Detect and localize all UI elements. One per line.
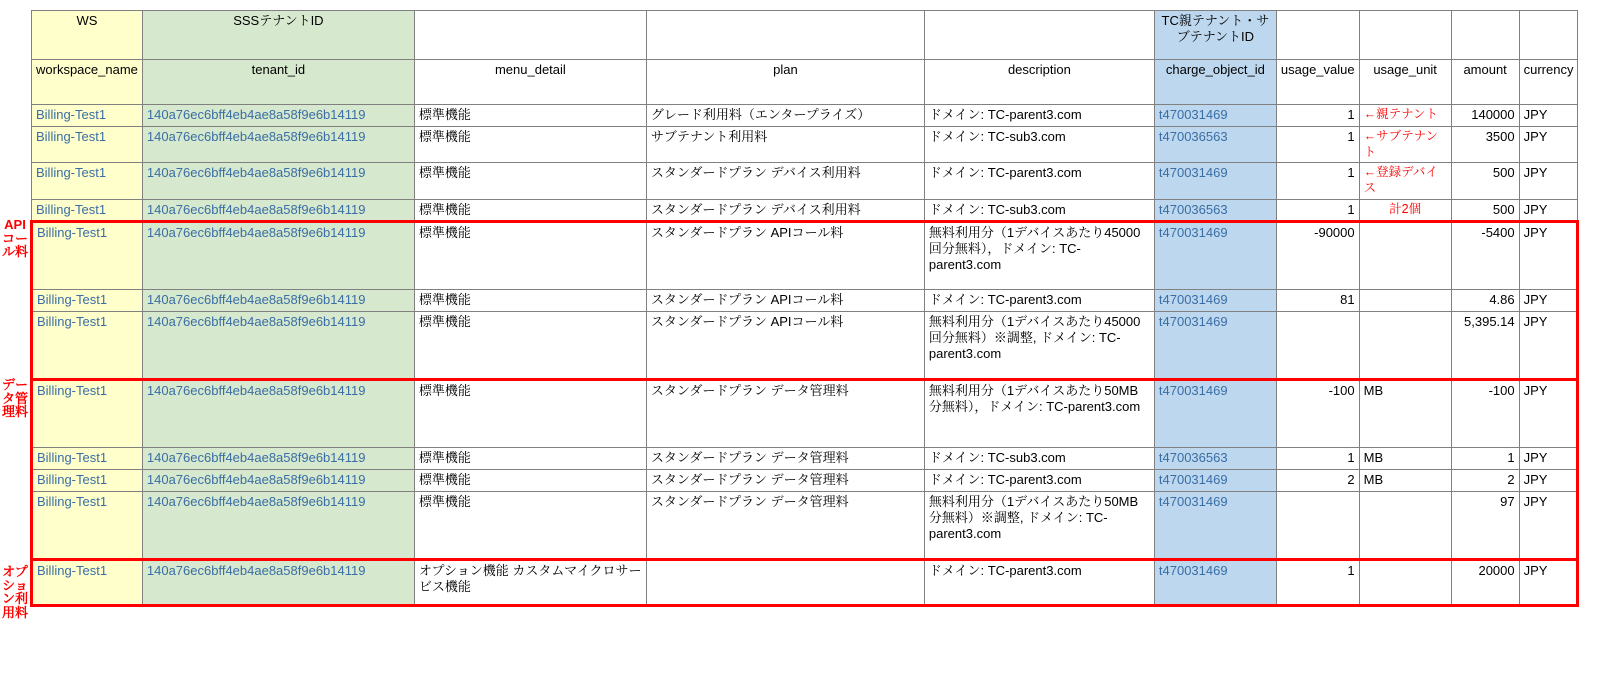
cell-workspace-name: Billing-Test1	[32, 105, 143, 127]
cell-charge-object-id: t470031469	[1154, 469, 1276, 491]
cell-plan: スタンダードプラン データ管理料	[646, 447, 924, 469]
cell-description: 無料利用分（1デバイスあたり50MB分無料）※調整, ドメイン: TC-parent3.com	[924, 491, 1154, 559]
cell-tenant-id: 140a76ec6bff4eb4ae8a58f9e6b14119	[142, 199, 414, 221]
cell-workspace-name: Billing-Test1	[32, 469, 143, 491]
group-label-api-call-fee: APIコール料	[2, 217, 29, 260]
header-tenant-id: tenant_id	[142, 60, 414, 105]
cell-description: ドメイン: TC-parent3.com	[924, 559, 1154, 605]
cell-plan: スタンダードプラン デバイス利用料	[646, 199, 924, 221]
cell-amount: 97	[1451, 491, 1519, 559]
cell-description: ドメイン: TC-parent3.com	[924, 469, 1154, 491]
cell-plan	[646, 559, 924, 605]
cell-currency: JPY	[1519, 379, 1578, 447]
cell-charge-object-id: t470031469	[1154, 289, 1276, 311]
header-usage-unit: usage_unit	[1359, 60, 1451, 105]
header-usage-value: usage_value	[1276, 60, 1359, 105]
cell-amount: 140000	[1451, 105, 1519, 127]
cell-usage-value: 1	[1276, 199, 1359, 221]
table-row	[32, 221, 1578, 289]
cell-usage-unit: MB	[1359, 469, 1451, 491]
table-row	[32, 289, 1578, 311]
table-row	[32, 199, 1578, 221]
cell-amount: 2	[1451, 469, 1519, 491]
cell-currency: JPY	[1519, 163, 1578, 199]
cell-workspace-name: Billing-Test1	[32, 447, 143, 469]
cell-usage-value: -90000	[1276, 221, 1359, 289]
header-charge-object-id: charge_object_id	[1154, 60, 1276, 105]
cell-plan: スタンダードプラン APIコール料	[646, 289, 924, 311]
header-tc-tenant-id: TC親テナント・サブテナントID	[1154, 11, 1276, 60]
cell-tenant-id: 140a76ec6bff4eb4ae8a58f9e6b14119	[142, 163, 414, 199]
cell-tenant-id: 140a76ec6bff4eb4ae8a58f9e6b14119	[142, 559, 414, 605]
cell-workspace-name: Billing-Test1	[32, 199, 143, 221]
cell-plan: サブテナント利用料	[646, 127, 924, 163]
cell-usage-unit: ←登録デバイス	[1359, 163, 1451, 199]
cell-charge-object-id: t470036563	[1154, 447, 1276, 469]
table-row	[32, 491, 1578, 559]
header-blank-2	[646, 11, 924, 60]
cell-usage-unit: ←サブテナント	[1359, 127, 1451, 163]
table-row	[32, 559, 1578, 605]
group-label-data-management-fee: データ管理料	[2, 377, 29, 420]
table-header-row-2	[32, 60, 1578, 105]
table-row	[32, 127, 1578, 163]
cell-menu-detail: 標準機能	[414, 289, 646, 311]
header-description: description	[924, 60, 1154, 105]
table-row	[32, 163, 1578, 199]
cell-tenant-id: 140a76ec6bff4eb4ae8a58f9e6b14119	[142, 469, 414, 491]
cell-plan: スタンダードプラン APIコール料	[646, 311, 924, 379]
cell-description: ドメイン: TC-sub3.com	[924, 127, 1154, 163]
cell-amount: 1	[1451, 447, 1519, 469]
header-blank-5	[1359, 11, 1451, 60]
cell-currency: JPY	[1519, 447, 1578, 469]
cell-description: 無料利用分（1デバイスあたり50MB分無料），ドメイン: TC-parent3.com	[924, 379, 1154, 447]
cell-menu-detail: 標準機能	[414, 199, 646, 221]
cell-menu-detail: 標準機能	[414, 221, 646, 289]
cell-tenant-id: 140a76ec6bff4eb4ae8a58f9e6b14119	[142, 289, 414, 311]
cell-tenant-id: 140a76ec6bff4eb4ae8a58f9e6b14119	[142, 379, 414, 447]
cell-amount: -100	[1451, 379, 1519, 447]
cell-plan: グレード利用料（エンタープライズ）	[646, 105, 924, 127]
cell-description: ドメイン: TC-sub3.com	[924, 447, 1154, 469]
billing-table	[30, 10, 1579, 607]
cell-workspace-name: Billing-Test1	[32, 163, 143, 199]
cell-workspace-name: Billing-Test1	[32, 289, 143, 311]
cell-currency: JPY	[1519, 469, 1578, 491]
cell-currency: JPY	[1519, 199, 1578, 221]
cell-plan: スタンダードプラン データ管理料	[646, 491, 924, 559]
header-blank-7	[1519, 11, 1578, 60]
cell-amount: -5400	[1451, 221, 1519, 289]
cell-plan: スタンダードプラン データ管理料	[646, 379, 924, 447]
cell-amount: 4.86	[1451, 289, 1519, 311]
cell-tenant-id: 140a76ec6bff4eb4ae8a58f9e6b14119	[142, 311, 414, 379]
header-blank-6	[1451, 11, 1519, 60]
cell-amount: 500	[1451, 163, 1519, 199]
cell-usage-value: 81	[1276, 289, 1359, 311]
cell-usage-unit	[1359, 559, 1451, 605]
cell-currency: JPY	[1519, 105, 1578, 127]
cell-tenant-id: 140a76ec6bff4eb4ae8a58f9e6b14119	[142, 221, 414, 289]
cell-workspace-name: Billing-Test1	[32, 221, 143, 289]
cell-usage-value: 2	[1276, 469, 1359, 491]
cell-usage-value: 1	[1276, 559, 1359, 605]
cell-charge-object-id: t470031469	[1154, 311, 1276, 379]
cell-description: 無料利用分（1デバイスあたり45000回分無料），ドメイン: TC-parent3.com	[924, 221, 1154, 289]
cell-charge-object-id: t470031469	[1154, 559, 1276, 605]
cell-charge-object-id: t470031469	[1154, 105, 1276, 127]
header-workspace-name: workspace_name	[32, 60, 143, 105]
cell-amount: 5,395.14	[1451, 311, 1519, 379]
cell-description: ドメイン: TC-parent3.com	[924, 163, 1154, 199]
header-amount: amount	[1451, 60, 1519, 105]
table-row	[32, 311, 1578, 379]
cell-usage-value	[1276, 311, 1359, 379]
header-sss-tenant-id: SSSテナントID	[142, 11, 414, 60]
cell-workspace-name: Billing-Test1	[32, 379, 143, 447]
cell-amount: 20000	[1451, 559, 1519, 605]
table-row	[32, 379, 1578, 447]
cell-charge-object-id: t470036563	[1154, 199, 1276, 221]
cell-usage-unit: MB	[1359, 447, 1451, 469]
cell-plan: スタンダードプラン デバイス利用料	[646, 163, 924, 199]
cell-workspace-name: Billing-Test1	[32, 311, 143, 379]
cell-usage-value: -100	[1276, 379, 1359, 447]
cell-usage-unit: 計2個	[1359, 199, 1451, 221]
cell-charge-object-id: t470031469	[1154, 163, 1276, 199]
cell-usage-unit	[1359, 311, 1451, 379]
cell-menu-detail: 標準機能	[414, 127, 646, 163]
cell-plan: スタンダードプラン データ管理料	[646, 469, 924, 491]
header-blank-1	[414, 11, 646, 60]
cell-menu-detail: 標準機能	[414, 447, 646, 469]
cell-tenant-id: 140a76ec6bff4eb4ae8a58f9e6b14119	[142, 447, 414, 469]
cell-usage-unit	[1359, 221, 1451, 289]
cell-menu-detail: 標準機能	[414, 163, 646, 199]
cell-workspace-name: Billing-Test1	[32, 491, 143, 559]
cell-charge-object-id: t470031469	[1154, 221, 1276, 289]
cell-usage-unit	[1359, 289, 1451, 311]
cell-tenant-id: 140a76ec6bff4eb4ae8a58f9e6b14119	[142, 105, 414, 127]
cell-usage-value: 1	[1276, 447, 1359, 469]
cell-menu-detail: 標準機能	[414, 105, 646, 127]
cell-usage-unit: MB	[1359, 379, 1451, 447]
cell-tenant-id: 140a76ec6bff4eb4ae8a58f9e6b14119	[142, 127, 414, 163]
row-group-labels	[0, 0, 30, 689]
header-ws: WS	[32, 11, 143, 60]
table-body	[32, 105, 1578, 606]
cell-amount: 500	[1451, 199, 1519, 221]
header-plan: plan	[646, 60, 924, 105]
cell-workspace-name: Billing-Test1	[32, 559, 143, 605]
cell-currency: JPY	[1519, 491, 1578, 559]
cell-description: ドメイン: TC-sub3.com	[924, 199, 1154, 221]
cell-usage-value: 1	[1276, 163, 1359, 199]
table-row	[32, 447, 1578, 469]
group-label-option-usage-fee: オプション利用料	[2, 564, 29, 620]
cell-menu-detail: 標準機能	[414, 469, 646, 491]
cell-tenant-id: 140a76ec6bff4eb4ae8a58f9e6b14119	[142, 491, 414, 559]
cell-charge-object-id: t470031469	[1154, 379, 1276, 447]
cell-currency: JPY	[1519, 311, 1578, 379]
header-blank-3	[924, 11, 1154, 60]
cell-amount: 3500	[1451, 127, 1519, 163]
header-blank-4	[1276, 11, 1359, 60]
cell-description: 無料利用分（1デバイスあたり45000回分無料）※調整, ドメイン: TC-parent3.com	[924, 311, 1154, 379]
cell-plan: スタンダードプラン APIコール料	[646, 221, 924, 289]
cell-charge-object-id: t470031469	[1154, 491, 1276, 559]
header-currency: currency	[1519, 60, 1578, 105]
cell-currency: JPY	[1519, 127, 1578, 163]
cell-menu-detail: 標準機能	[414, 311, 646, 379]
cell-charge-object-id: t470036563	[1154, 127, 1276, 163]
cell-menu-detail: オプション機能 カスタムマイクロサービス機能	[414, 559, 646, 605]
table-row	[32, 469, 1578, 491]
table-header-row-1	[32, 11, 1578, 60]
header-menu-detail: menu_detail	[414, 60, 646, 105]
cell-usage-value	[1276, 491, 1359, 559]
cell-currency: JPY	[1519, 221, 1578, 289]
cell-currency: JPY	[1519, 559, 1578, 605]
table-row	[32, 105, 1578, 127]
cell-menu-detail: 標準機能	[414, 491, 646, 559]
cell-menu-detail: 標準機能	[414, 379, 646, 447]
cell-usage-unit: ←親テナント	[1359, 105, 1451, 127]
cell-usage-value: 1	[1276, 127, 1359, 163]
cell-description: ドメイン: TC-parent3.com	[924, 289, 1154, 311]
cell-description: ドメイン: TC-parent3.com	[924, 105, 1154, 127]
cell-usage-unit	[1359, 491, 1451, 559]
cell-workspace-name: Billing-Test1	[32, 127, 143, 163]
cell-currency: JPY	[1519, 289, 1578, 311]
cell-usage-value: 1	[1276, 105, 1359, 127]
